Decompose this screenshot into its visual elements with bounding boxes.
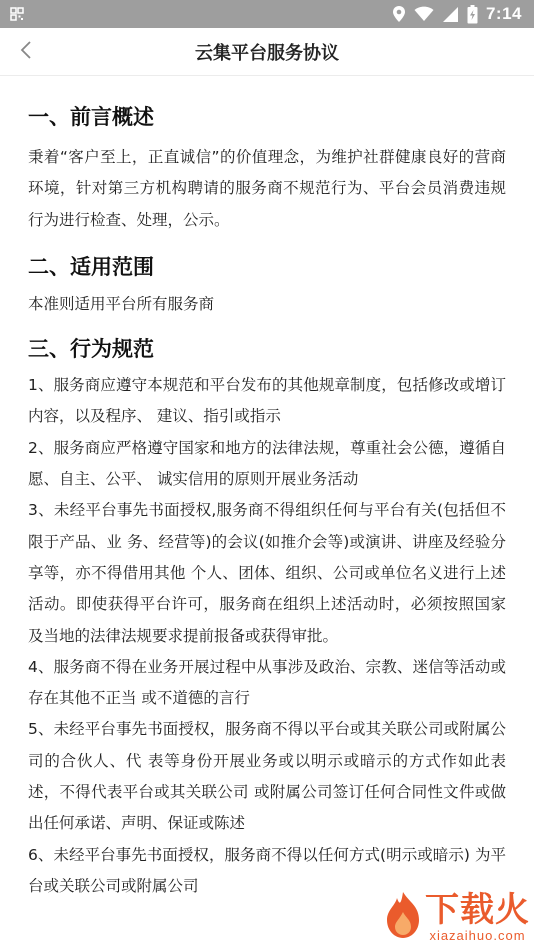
section-heading-intro: 一、前言概述 [28,105,154,129]
agreement-content [0,76,534,902]
conduct-clause-5: 5、未经平台事先书面授权，服务商不得以平台或其关联公司或附属公司的合伙人、代 表等身份开展业务或以明示或暗示的方式作如此表述，不得代表平台或其关联公司 或附属公司签订任何合同性文件或做出任何承诺、声明、保证或陈述 [28,720,506,833]
section-heading-scope: 二、适用范围 [28,254,154,279]
scope-paragraph: 本准则适用平台所有服务商 [28,294,215,313]
qr-code-icon [10,7,24,21]
page-title: 云集平台服务协议 [195,42,339,64]
watermark-title: 下载火 [425,889,530,930]
chevron-left-icon [20,40,32,64]
conduct-clause-4: 4、服务商不得在业务开展过程中从事涉及政治、宗教、迷信等活动或存在其他不正当 或不道德的言行 [28,657,506,708]
back-button[interactable] [6,28,46,76]
conduct-clause-6: 6、未经平台事先书面授权，服务商不得以任何方式(明示或暗示) 为平台或关联公司或附属公司 [28,845,506,895]
watermark-url: xiazaihuo.com [429,927,526,943]
section-heading-conduct: 三、行为规范 [28,337,154,362]
intro-paragraph: 秉着“客户至上，正直诚信”的价值理念，为维护社群健康良好的营商环境，针对第三方机构聘请的服务商不规范行为、平台会员消费违规行为进行检查、处理，公示。 [28,148,506,229]
status-time: 7:14 [485,4,522,23]
location-icon [392,5,406,23]
title-bar [0,28,534,76]
watermark [381,890,530,944]
battery-icon [467,5,478,24]
status-bar [0,0,534,28]
conduct-clause-1: 1、服务商应遵守本规范和平台发布的其他规章制度，包括修改或增订内容，以及程序、 建议、指引或指示 [28,376,506,426]
conduct-clause-2: 2、服务商应严格遵守国家和地方的法律法规，尊重社会公德，遵循自愿、自主、公平、 诚实信用的原则开展业务活动 [28,438,506,489]
conduct-clause-3: 3、未经平台事先书面授权,服务商不得组织任何与平台有关(包括但不限于产品、业 务、经营等)的会议(如推介会等)或演讲、讲座及经验分享等，亦不得借用其他 个人、团体、组织、公司或单位名义进行上述活动。即使获得平台许可，服务商在组织上述活动时，必须按照国家及当地的法律法规要求提前报备或获得审批。 [28,501,506,645]
wifi-icon [414,6,434,22]
flame-logo-icon [381,890,425,944]
signal-icon [442,6,459,23]
